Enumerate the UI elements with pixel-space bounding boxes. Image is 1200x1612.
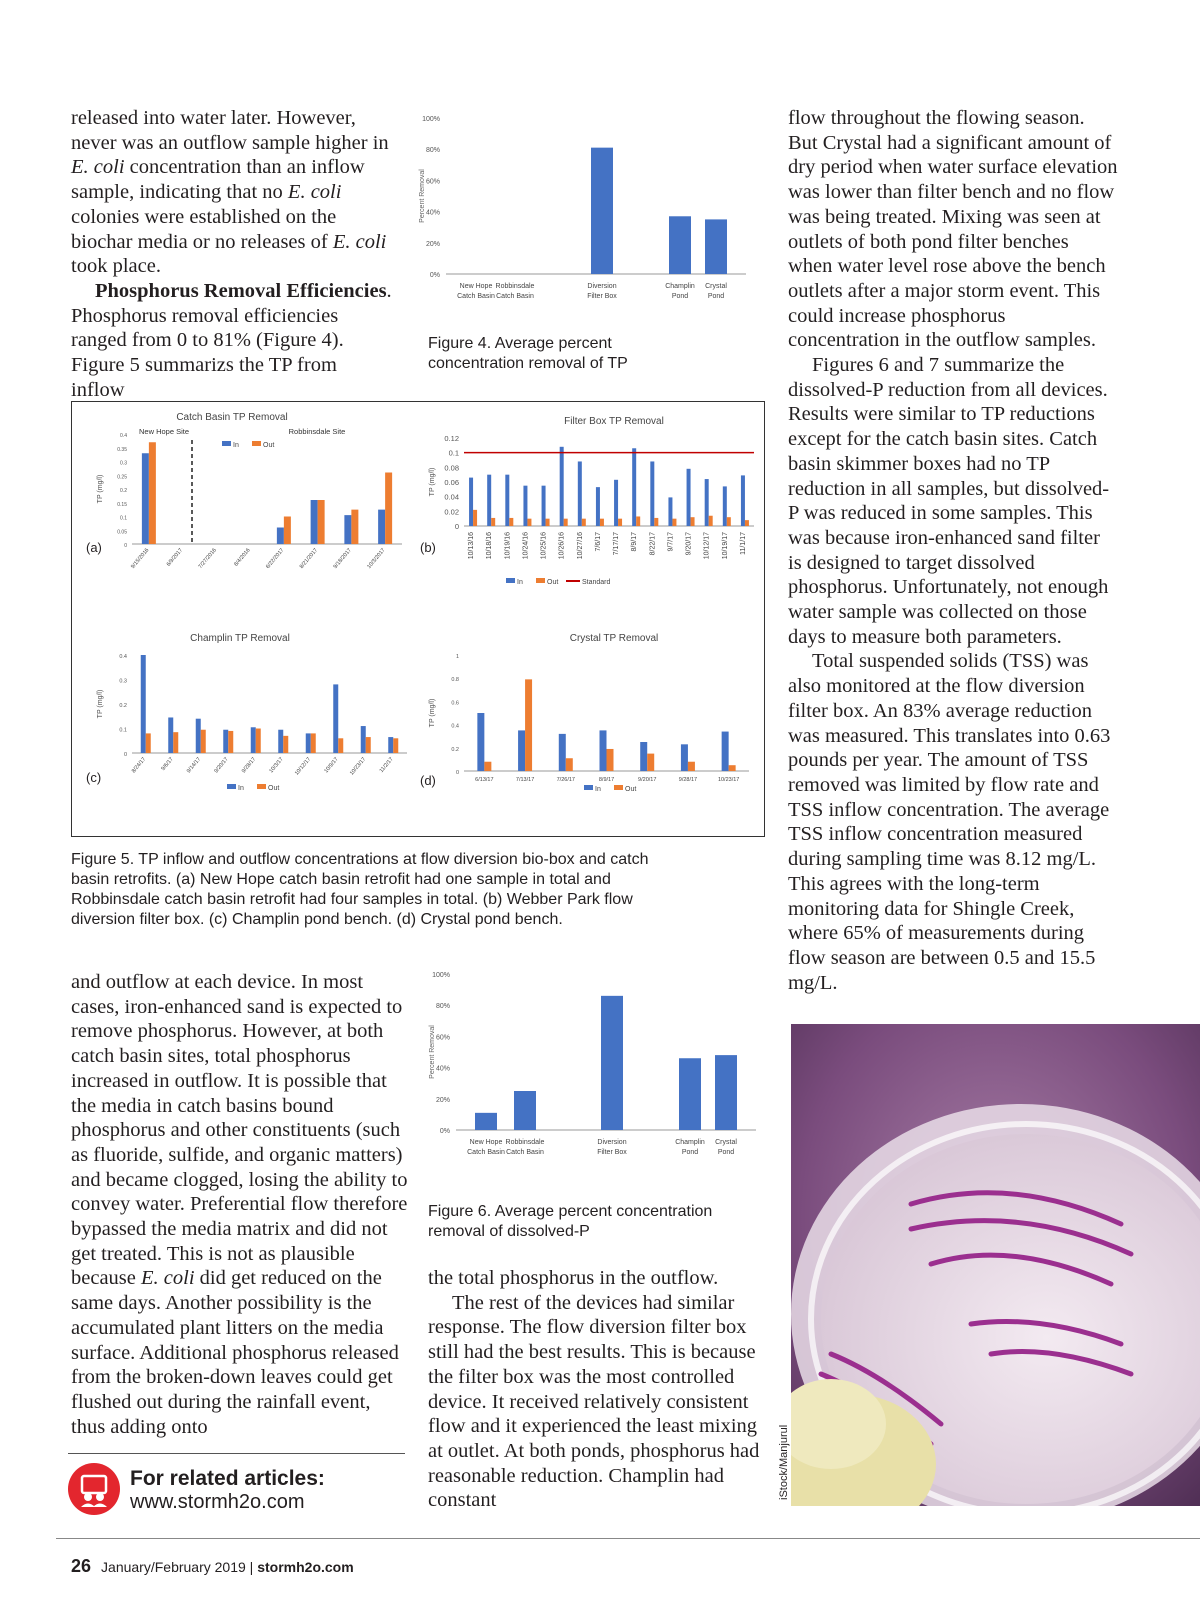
bar-in <box>560 447 564 526</box>
bar <box>475 1113 497 1130</box>
figure-6-caption: Figure 6. Average percent concentration removal of dissolved-P <box>428 1203 713 1240</box>
figure-4-chart <box>414 112 754 312</box>
bar-out <box>636 516 640 526</box>
y-tick-label: 0.2 <box>451 746 459 753</box>
x-tick-label: 8/21/2017 <box>298 547 320 571</box>
y-tick-label: 0.4 <box>120 433 127 439</box>
x-tick-label: Filter Box <box>597 1149 627 1156</box>
bar-in <box>278 730 283 753</box>
y-tick-label: 0.2 <box>119 703 127 709</box>
related-articles-icon <box>68 1463 120 1515</box>
bar-in <box>344 515 351 544</box>
figure-5-panel-a <box>72 402 412 597</box>
x-tick-label: 10/3/17 <box>268 756 285 775</box>
y-tick-label: 80% <box>435 1003 450 1011</box>
y-tick-label: 0 <box>123 752 127 758</box>
bar-in <box>650 461 654 526</box>
footer <box>71 1556 354 1577</box>
y-tick-label: 0% <box>439 1128 450 1135</box>
bar-in <box>196 719 201 753</box>
figure-5-panel-b <box>414 402 762 617</box>
paragraph-outflow: and outflow at each device. In most cases, iron-enhanced sand is expected to remove phosphorus. However, at both catch basin sites, total phosphorus increased in outflow. It is possible that the media in catch basins bound phosphorus and other constituents (such as fluoride, sulfide, and organic matters) and became clogged, losing the ability to convey water. Preferential flow therefore bypassed the media matrix and did not get treated. This is not as plausible because E. coli did get reduced on the same days. Another possibility is the accumulated plant litters on the media surface. Additional phosphorus released from the broken-down leaves could get flushed out during the rainfall event, thus adding onto <box>71 971 408 1438</box>
x-tick-label: 10/12/17 <box>293 756 313 777</box>
x-tick-label: Pond <box>671 293 689 300</box>
bar-out <box>729 765 736 771</box>
article-col3 <box>788 106 1118 995</box>
y-tick-label: 0.35 <box>117 446 127 453</box>
bar-in <box>333 684 338 753</box>
bar-in <box>518 730 525 771</box>
x-tick-label: Crystal <box>705 283 727 290</box>
x-tick-label: Pond <box>717 1149 735 1156</box>
bar-in <box>668 497 672 526</box>
y-tick-label: 0.8 <box>451 677 459 684</box>
x-tick-label: 7/17/17 <box>613 532 621 556</box>
x-tick-label: 8/4/2016 <box>233 547 252 568</box>
figure-4-caption: Figure 4. Average percent concentration removal of TP <box>428 335 628 372</box>
related-articles[interactable] <box>68 1463 408 1519</box>
x-tick-label: Robbinsdale <box>505 1139 545 1146</box>
legend-label: Out <box>547 579 559 586</box>
y-tick-label: 60% <box>435 1034 450 1042</box>
y-tick-label: 0 <box>124 543 127 549</box>
x-tick-label: 9/6/17 <box>160 756 175 773</box>
y-tick-label: 100% <box>422 116 440 123</box>
bar-out <box>546 519 550 526</box>
bar-in <box>477 713 484 771</box>
y-tick-label: 0.1 <box>120 515 127 522</box>
legend-label: In <box>238 785 244 792</box>
bar-in <box>614 480 618 526</box>
legend-swatch <box>252 441 261 446</box>
bar-out <box>527 519 531 526</box>
bar-out <box>564 519 568 526</box>
x-tick-label: 6/9/2017 <box>165 547 185 568</box>
x-tick-label: 9/20/17 <box>213 756 230 775</box>
bar-out <box>311 733 316 753</box>
y-tick-label: 0.05 <box>117 529 127 536</box>
related-articles-title: For related articles: <box>130 1467 325 1490</box>
bar-in <box>378 510 385 544</box>
bar <box>669 216 691 274</box>
panel-title: Champlin TP Removal <box>190 633 290 644</box>
bar-in <box>523 486 527 526</box>
x-tick-label: 10/27/16 <box>576 532 584 560</box>
x-tick-label: New Hope <box>459 283 493 290</box>
legend-swatch <box>584 785 593 790</box>
y-axis-label: Percent Removal <box>429 1025 436 1079</box>
bar <box>591 148 613 274</box>
bar-out <box>201 730 206 753</box>
page-number: 26 <box>71 1556 92 1576</box>
legend-swatch <box>614 785 623 790</box>
bar-out <box>146 733 151 753</box>
bar-in <box>306 733 311 753</box>
bar-in <box>723 486 727 526</box>
bar-in <box>277 528 284 545</box>
x-tick-label: 8/9/17 <box>631 532 639 552</box>
bar-out <box>709 516 713 526</box>
y-tick-label: 0.6 <box>451 700 459 707</box>
legend-swatch <box>227 784 236 789</box>
bar <box>715 1055 737 1130</box>
x-tick-label: Champlin <box>675 1139 705 1146</box>
bar-out <box>600 519 604 526</box>
y-axis-label: TP (mg/l) <box>97 689 104 719</box>
bar-out <box>745 520 749 526</box>
x-tick-label: 8/9/17 <box>598 777 615 783</box>
bar-in <box>223 730 228 753</box>
bar-in <box>469 478 473 526</box>
bar-in <box>311 500 318 544</box>
bar-in <box>687 469 691 526</box>
x-tick-label: 11/1/17 <box>739 532 747 555</box>
panel-label: (d) <box>420 773 436 788</box>
x-tick-label: 7/13/17 <box>515 777 535 783</box>
paragraph-dissolved-p: Figures 6 and 7 summarize the dissolved-P reduction from all devices. Results were similar to TP reductions except for the catch basin sites. Catch basin skimmer boxes had no TP reduction in all samples, but dissolved-P was reduced in some samples. This was because iron-enhanced sand filter is designed to target dissolved phosphorus. Unfortunately, not enough water sample was collected on those days to measure both parameters. <box>788 354 1110 648</box>
legend-label: Out <box>625 786 637 793</box>
figure-6-chart <box>424 968 764 1168</box>
legend-swatch <box>536 578 545 583</box>
paragraph-phosphorus: Phosphorus Removal Efficiencies. Phosphorus removal efficiencies ranged from 0 to 81% (Figure 4). Figure 5 summarizs the TP from inflow <box>71 279 392 401</box>
bar <box>514 1091 536 1130</box>
x-tick-label: Champlin <box>665 283 695 290</box>
legend-swatch <box>506 578 515 583</box>
panel-label: (a) <box>86 540 102 555</box>
x-tick-label: 10/12/17 <box>703 532 711 560</box>
paragraph-flow: flow throughout the flowing season. But Crystal had a significant amount of dry period when water surface elevation was lower than filter bench and no flow was being treated. Mixing was seen at outlets of both pond filter benches when water level rose above the bench outlets after a major storm event. This could increase phosphorus concentration in the outflow samples. <box>788 107 1118 352</box>
bar-in <box>596 487 600 526</box>
x-tick-label: Pond <box>707 293 725 300</box>
legend-label: In <box>233 442 239 449</box>
x-tick-label: Diversion <box>587 283 617 290</box>
article-col2-bottom <box>428 1266 766 1513</box>
bar-out <box>473 510 477 526</box>
bar-in <box>741 475 745 526</box>
x-tick-label: 10/9/17 <box>323 756 340 775</box>
bar <box>601 996 623 1130</box>
y-tick-label: 0.06 <box>444 478 459 487</box>
bar-in <box>681 744 688 771</box>
legend-label: Out <box>268 785 280 792</box>
x-tick-label: 9/15/2016 <box>130 547 151 571</box>
site-label: Robbinsdale Site <box>288 427 346 436</box>
bar <box>705 219 727 274</box>
y-tick-label: 0.15 <box>117 501 127 508</box>
y-tick-label: 0.02 <box>444 507 459 517</box>
x-tick-label: 9/28/17 <box>240 756 258 775</box>
bar-in <box>722 732 729 771</box>
article-col1-bottom <box>71 970 408 1439</box>
bar-in <box>559 734 566 771</box>
x-tick-label: Diversion <box>597 1139 627 1146</box>
panel-title: Crystal TP Removal <box>569 633 659 644</box>
x-tick-label: 10/13/16 <box>468 532 476 560</box>
bar-in <box>251 727 256 753</box>
paragraph-devices: The rest of the devices had similar response. The flow diversion filter box still had the best results. This is because the filter box was the most controlled device. It received relatively consistent flow and it experienced the least mixing at outlet. At both ponds, phosphorus had reasonable reduction. Champlin had constant <box>428 1291 760 1512</box>
legend-label: Standard <box>582 579 611 586</box>
bar-in <box>487 475 491 526</box>
x-tick-label: New Hope <box>469 1139 503 1146</box>
y-axis-label: TP (mg/l) <box>429 698 436 728</box>
x-tick-label: 10/3/2017 <box>366 547 387 571</box>
bar-in <box>168 717 173 753</box>
related-divider <box>68 1453 405 1454</box>
x-tick-label: 10/23/17 <box>717 777 740 783</box>
x-tick-label: 9/18/2017 <box>332 547 353 571</box>
x-tick-label: Pond <box>681 1149 699 1156</box>
y-tick-label: 60% <box>425 178 440 186</box>
bar-out <box>149 442 156 544</box>
panel-label: (b) <box>420 540 436 555</box>
bar-out <box>672 519 676 526</box>
article-col1-top <box>71 106 393 402</box>
bar-out <box>256 729 261 754</box>
bar-out <box>228 731 233 753</box>
x-tick-label: 9/28/17 <box>678 777 698 783</box>
bar-out <box>484 762 491 771</box>
x-tick-label: 10/19/16 <box>504 532 512 560</box>
subhead-phosphorus: Phosphorus Removal Efficiencies <box>95 279 387 302</box>
bar-out <box>525 679 532 771</box>
y-tick-label: 0.4 <box>451 723 459 730</box>
y-axis-label: TP (mg/l) <box>429 467 436 497</box>
petri-dish-photo <box>791 1024 1200 1506</box>
bar-in <box>640 742 647 771</box>
bar-in <box>600 730 607 771</box>
bar <box>679 1058 701 1130</box>
bar-in <box>142 453 149 544</box>
footer-site: stormh2o.com <box>257 1559 354 1575</box>
bar-out <box>283 736 288 753</box>
y-tick-label: 0.4 <box>119 654 127 660</box>
issue-date: January/February 2019 | <box>101 1559 258 1575</box>
y-tick-label: 0.1 <box>119 727 127 734</box>
x-tick-label: 7/6/17 <box>594 532 602 552</box>
y-tick-label: 0.1 <box>448 448 459 458</box>
legend-label: Out <box>263 442 275 449</box>
bar-out <box>491 518 495 526</box>
x-tick-label: 8/22/17 <box>649 532 657 556</box>
y-tick-label: 0.25 <box>117 474 127 481</box>
site-label: New Hope Site <box>138 427 190 436</box>
bar-out <box>654 518 658 526</box>
bar-out <box>582 519 586 526</box>
x-tick-label: 11/2/17 <box>378 756 395 775</box>
bar-out <box>351 510 358 544</box>
bar-out <box>385 473 392 545</box>
x-tick-label: 10/23/17 <box>348 756 368 777</box>
x-tick-label: Catch Basin <box>496 293 534 300</box>
bar-out <box>647 754 654 771</box>
y-tick-label: 40% <box>425 209 440 217</box>
legend-label: In <box>517 579 523 586</box>
bar-in <box>578 461 582 526</box>
bar-out <box>509 518 513 526</box>
bar-out <box>691 517 695 526</box>
bar-in <box>388 737 393 753</box>
bar-out <box>393 738 398 753</box>
y-tick-label: 0.3 <box>120 460 127 467</box>
panel-label: (c) <box>86 770 102 785</box>
y-tick-label: 0 <box>455 770 459 776</box>
paragraph-tss: Total suspended solids (TSS) was also monitored at the flow diversion filter box. An 83% average reduction was measured. This translates into 0.63 pounds per year. The amount of TSS removed was limited by flow rate and TSS inflow concentration. The average TSS inflow concentration measured during sampling time was 8.12 mg/L. This agrees with the long-term monitoring data for Shingle Creek, where 65% of measurements during flow season are between 0.5 and 15.5 mg/L. <box>788 650 1111 994</box>
y-tick-label: 0.12 <box>444 434 459 443</box>
y-axis-label: Percent Removal <box>419 169 426 223</box>
x-tick-label: 9/14/17 <box>185 756 203 775</box>
bar-out <box>688 762 695 771</box>
bar-in <box>542 486 546 526</box>
x-tick-label: Catch Basin <box>506 1149 544 1156</box>
x-tick-label: 10/19/17 <box>721 532 729 560</box>
y-tick-label: 20% <box>425 240 440 248</box>
paragraph-ecoli: released into water later. However, never was an outflow sample higher in E. coli concentration than an inflow sample, indicating that no E. coli colonies were established on the biochar media or no releases of E. coli took place. <box>71 107 389 278</box>
photo-credit: iStock/Manjurul <box>778 1424 790 1500</box>
y-tick-label: 20% <box>435 1096 450 1104</box>
x-tick-label: 7/26/17 <box>556 777 575 783</box>
figure-5-panel-c <box>72 627 412 832</box>
bar-out <box>607 749 614 771</box>
x-tick-label: 9/7/17 <box>667 532 675 552</box>
bar-in <box>505 475 509 526</box>
bar-out <box>566 758 573 771</box>
y-tick-label: 100% <box>432 972 450 979</box>
x-tick-label: 9/20/17 <box>638 777 657 783</box>
x-tick-label: 6/22/2017 <box>265 547 286 571</box>
y-tick-label: 0.04 <box>444 492 459 502</box>
y-tick-label: 0.2 <box>120 488 127 494</box>
y-tick-label: 0.08 <box>444 463 459 473</box>
x-tick-label: 9/20/17 <box>685 532 693 556</box>
x-tick-label: 10/25/16 <box>540 532 548 560</box>
x-tick-label: 10/18/16 <box>486 532 494 560</box>
related-articles-link[interactable]: www.stormh2o.com <box>130 1491 305 1513</box>
y-tick-label: 0.3 <box>119 678 127 685</box>
y-axis-label: TP (mg/l) <box>97 474 104 504</box>
bar-out <box>618 519 622 526</box>
legend-label: In <box>595 786 601 793</box>
bar-out <box>173 732 178 753</box>
bar-out <box>366 737 371 753</box>
y-tick-label: 0 <box>454 522 459 531</box>
x-tick-label: Filter Box <box>587 293 617 300</box>
x-tick-label: Catch Basin <box>467 1149 505 1156</box>
bar-in <box>632 448 636 526</box>
petri-dish-illustration <box>791 1024 1200 1506</box>
bar-in <box>141 655 146 753</box>
y-tick-label: 40% <box>435 1065 450 1073</box>
bar-out <box>284 517 291 545</box>
figure-5-caption: Figure 5. TP inflow and outflow concentrations at flow diversion bio-box and catch basin retrofits. (a) New Hope catch basin retrofit had one sample in total and Robbinsdale catch basin retrofit had four samples in total. (b) Webber Park flow diversion filter box. (c) Champlin pond bench. (d) Crystal pond bench. <box>71 851 649 928</box>
bar-out <box>338 738 343 753</box>
x-tick-label: 10/26/16 <box>558 532 566 560</box>
x-tick-label: 10/24/16 <box>522 532 530 560</box>
x-tick-label: Crystal <box>715 1139 737 1146</box>
y-tick-label: 80% <box>425 147 440 155</box>
x-tick-label: Catch Basin <box>457 293 495 300</box>
x-tick-label: Robbinsdale <box>495 283 535 290</box>
x-tick-label: 8/24/17 <box>130 756 148 775</box>
x-tick-label: 6/13/17 <box>475 777 494 783</box>
paragraph-total-phosphorus: the total phosphorus in the outflow. <box>428 1267 719 1289</box>
figure-5-box <box>71 401 765 837</box>
y-tick-label: 1 <box>455 654 459 660</box>
bar-in <box>361 726 366 753</box>
y-tick-label: 0% <box>429 272 440 279</box>
panel-title: Catch Basin TP Removal <box>176 412 288 423</box>
legend-swatch <box>257 784 266 789</box>
footer-divider <box>56 1538 1200 1539</box>
legend-swatch <box>222 441 231 446</box>
x-tick-label: 7/27/2016 <box>197 547 218 571</box>
bar-out <box>318 500 325 544</box>
bar-out <box>727 517 731 526</box>
bar-in <box>705 479 709 526</box>
panel-title: Filter Box TP Removal <box>564 416 664 427</box>
figure-5-panel-d <box>414 627 762 832</box>
